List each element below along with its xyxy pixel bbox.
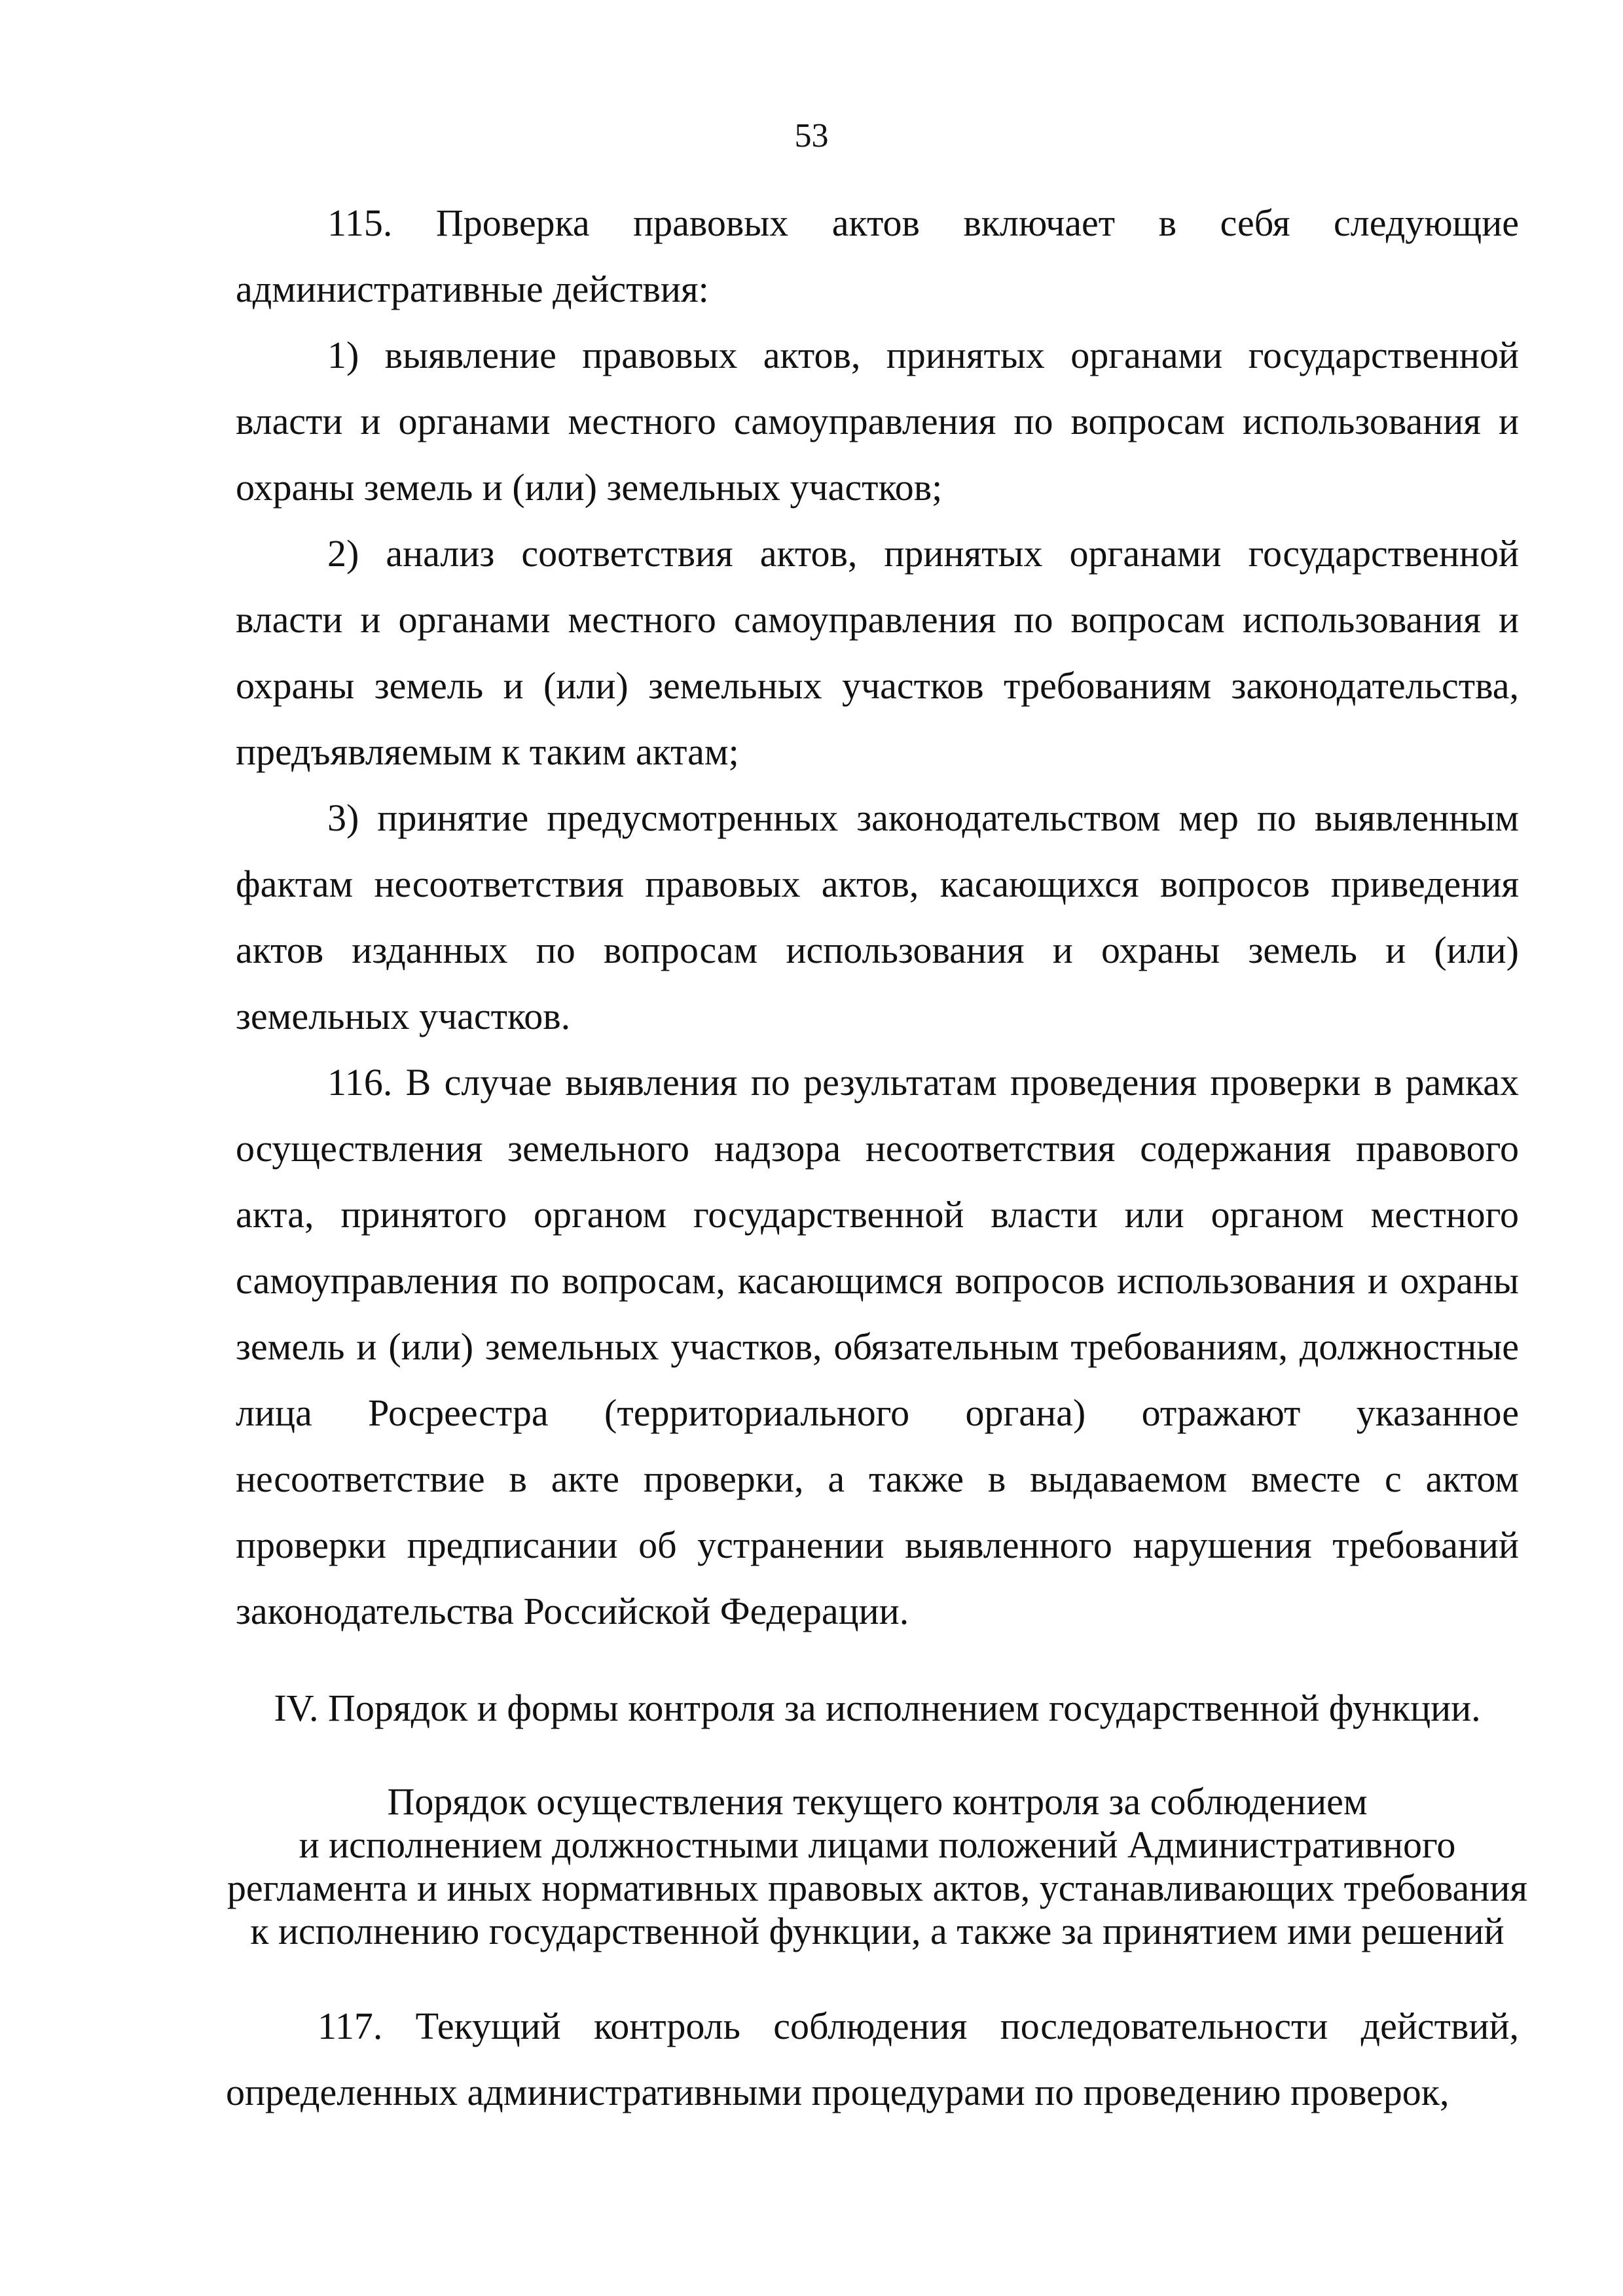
paragraph-115: 115. Проверка правовых актов включает в себя следующие административные действия:: [236, 202, 1519, 310]
paragraph-116: 116. В случае выявления по результатам проведения проверки в рамках осуществления земельного надзора несоответствия содержания правового акта, принятого органом государственной власти или органом местного самоуправления по вопросам, касающимся вопросов использования и охраны земель и (или) земельных участков, обязательным требованиям, должностные лица Росреестра (территориального органа) отражают указанное несоответствие в акте проверки, а также в выдаваемом вместе с актом проверки предписании об устранении выявленного нарушения требований законодательства Российской Федерации.: [236, 1061, 1519, 1632]
tail-body-text: [226, 1993, 1519, 2125]
subheading-line: и исполнением должностными лицами положений Административного: [299, 1823, 1456, 1866]
subheading-line: к исполнению государственной функции, а также за принятием ими решений: [250, 1910, 1504, 1952]
section-heading: IV. Порядок и формы контроля за исполнением государственной функции.: [274, 1687, 1481, 1729]
paragraph-115-item-2: 2) анализ соответствия актов, принятых органами государственной власти и органами местного самоуправления по вопросам использования и охраны земель и (или) земельных участков требованиям законодательства, предъявляемым к таким актам;: [236, 532, 1519, 773]
main-body-text: [236, 190, 1519, 1644]
page-number: 53: [794, 117, 829, 154]
paragraph-117: 117. Текущий контроль соблюдения последовательности действий, определенных административными процедурами по проведению проверок,: [226, 2005, 1519, 2113]
subsection-heading: [196, 1780, 1558, 1953]
paragraph-115-item-1: 1) выявление правовых актов, принятых органами государственной власти и органами местного самоуправления по вопросам использования и охраны земель и (или) земельных участков;: [236, 334, 1519, 509]
subheading-line: Порядок осуществления текущего контроля за соблюдением: [387, 1780, 1368, 1823]
paragraph-115-item-3: 3) принятие предусмотренных законодательством мер по выявленным фактам несоответствия правовых актов, касающихся вопросов приведения актов изданных по вопросам использования и охраны земель и (или) земельных участков.: [236, 797, 1519, 1037]
subheading-line: регламента и иных нормативных правовых актов, устанавливающих требования: [227, 1867, 1528, 1909]
